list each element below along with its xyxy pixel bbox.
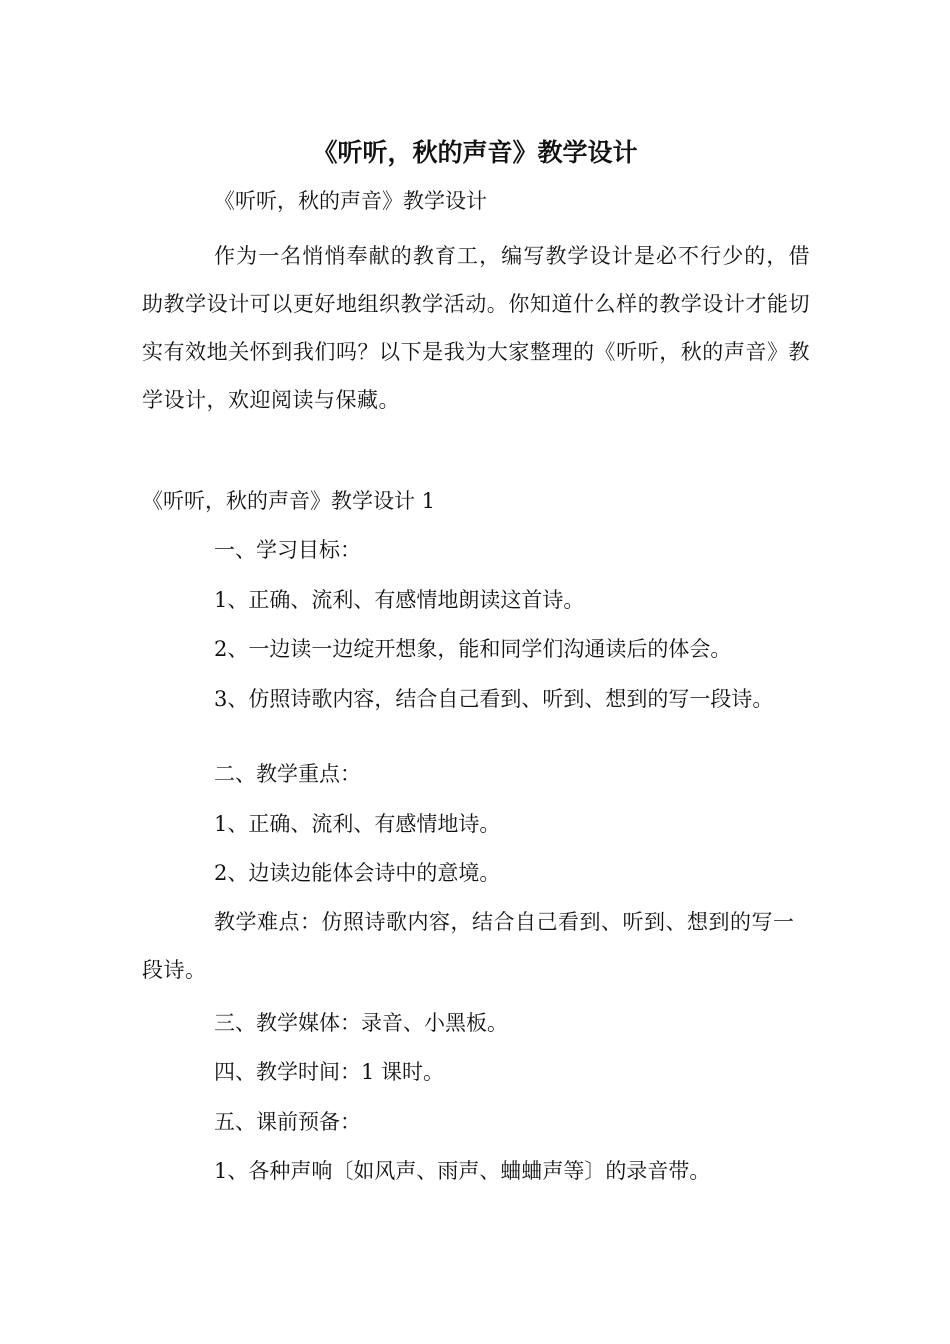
- difficulty-paragraph: 教学难点：仿照诗歌内容，结合自己看到、听到、想到的写一段诗。: [142, 910, 795, 982]
- document-subtitle: 《听听，秋的声音》教学设计: [214, 189, 487, 213]
- document-title: 《听听，秋的声音》教学设计: [312, 138, 638, 167]
- media-line: 三、教学媒体：录音、小黑板。: [214, 1011, 508, 1035]
- prep-item: 1、各种声响〔如风声、雨声、蛐蛐声等〕的录音带。: [214, 1159, 711, 1183]
- key-point-item: 1、正确、流利、有感情地诗。: [214, 812, 501, 836]
- goal-item: 1、正确、流利、有感情地朗读这首诗。: [214, 588, 585, 612]
- key-points-heading: 二、教学重点：: [214, 762, 361, 786]
- prep-heading: 五、课前预备：: [214, 1110, 361, 1134]
- intro-paragraph: 作为一名悄悄奉献的教育工，编写教学设计是必不行少的，借助教学设计可以更好地组织教学活动。你知道什么样的教学设计才能切实有效地关怀到我们吗？以下是我为大家整理的《听听，秋的声音》教学设计，欢迎阅读与保藏。: [142, 244, 810, 412]
- goal-item: 3、仿照诗歌内容，结合自己看到、听到、想到的写一段诗。: [214, 687, 774, 711]
- goal-item: 2、一边读一边绽开想象，能和同学们沟通读后的体会。: [214, 637, 732, 661]
- goals-heading: 一、学习目标：: [214, 538, 361, 562]
- key-point-item: 2、边读边能体会诗中的意境。: [214, 861, 501, 885]
- time-line: 四、教学时间：1 课时。: [214, 1060, 445, 1084]
- section-heading: 《听听，秋的声音》教学设计 1: [142, 489, 436, 513]
